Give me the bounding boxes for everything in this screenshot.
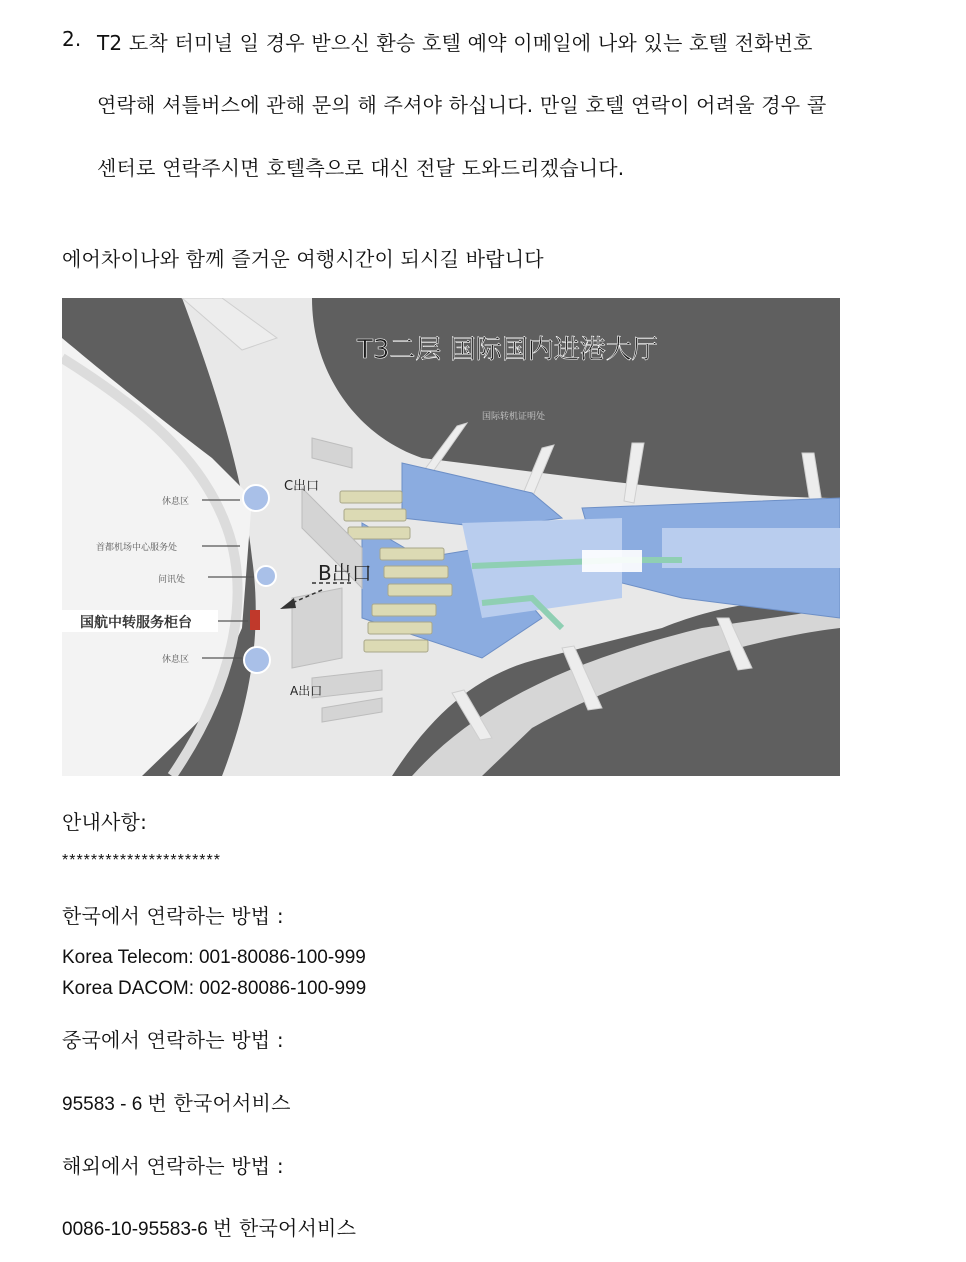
abroad-service-text: 번 한국어서비스 [212,1216,357,1240]
exit-c-label: C出口 [284,479,320,494]
exit-a-label: A出口 [290,684,323,698]
paragraph-line-3: 센터로 연락주시면 호텔측으로 대신 전달 도와드리겠습니다. [97,156,625,180]
map-label-info: 问讯处 [158,575,186,585]
paragraph-line-1: T2 도착 터미널 일 경우 받으신 환승 호텔 예약 이메일에 나와 있는 호텔 전화번호 [97,31,813,55]
transfer-counter-label: 国航中转服务柜台 [80,615,192,631]
map-title: T3二层 国际国内进港大厅 [357,335,658,365]
closing-sentence: 에어차이나와 함께 즐거운 여행시간이 되시길 바랍니다 [62,247,544,271]
china-number: 95583 - 6 [62,1094,143,1115]
notice-heading: 안내사항: [62,810,148,834]
china-heading: 중국에서 연락하는 방법 : [62,1028,284,1052]
divider-stars: ********************** [62,852,221,869]
china-contact-line [62,1087,291,1116]
paragraph-line-2: 연락해 셔틀버스에 관해 문의 해 주셔야 하십니다. 만일 호텔 연락이 어려울 경우 콜 [97,93,827,117]
terminal-map-image [62,298,840,776]
transfer-counter-marker [250,610,260,630]
map-label-rest-area-1: 休息区 [162,497,190,507]
map-small-label: 国际转机证明处 [482,412,546,422]
china-service-text: 번 한국어서비스 [147,1091,291,1115]
korea-telecom-number: Korea Telecom: 001-80086-100-999 [62,947,366,968]
map-label-rest-area-2: 休息区 [162,655,190,665]
abroad-heading: 해외에서 연락하는 방법 : [62,1154,284,1178]
map-label-service: 首都机场中心服务处 [96,543,178,553]
exit-b-label: B出口 [318,561,372,585]
abroad-contact-line [62,1212,356,1241]
korea-dacom-number: Korea DACOM: 002-80086-100-999 [62,978,367,999]
abroad-number: 0086-10-95583-6 [62,1219,208,1240]
list-number: 2. [62,27,82,51]
korea-heading: 한국에서 연락하는 방법 : [62,904,284,928]
